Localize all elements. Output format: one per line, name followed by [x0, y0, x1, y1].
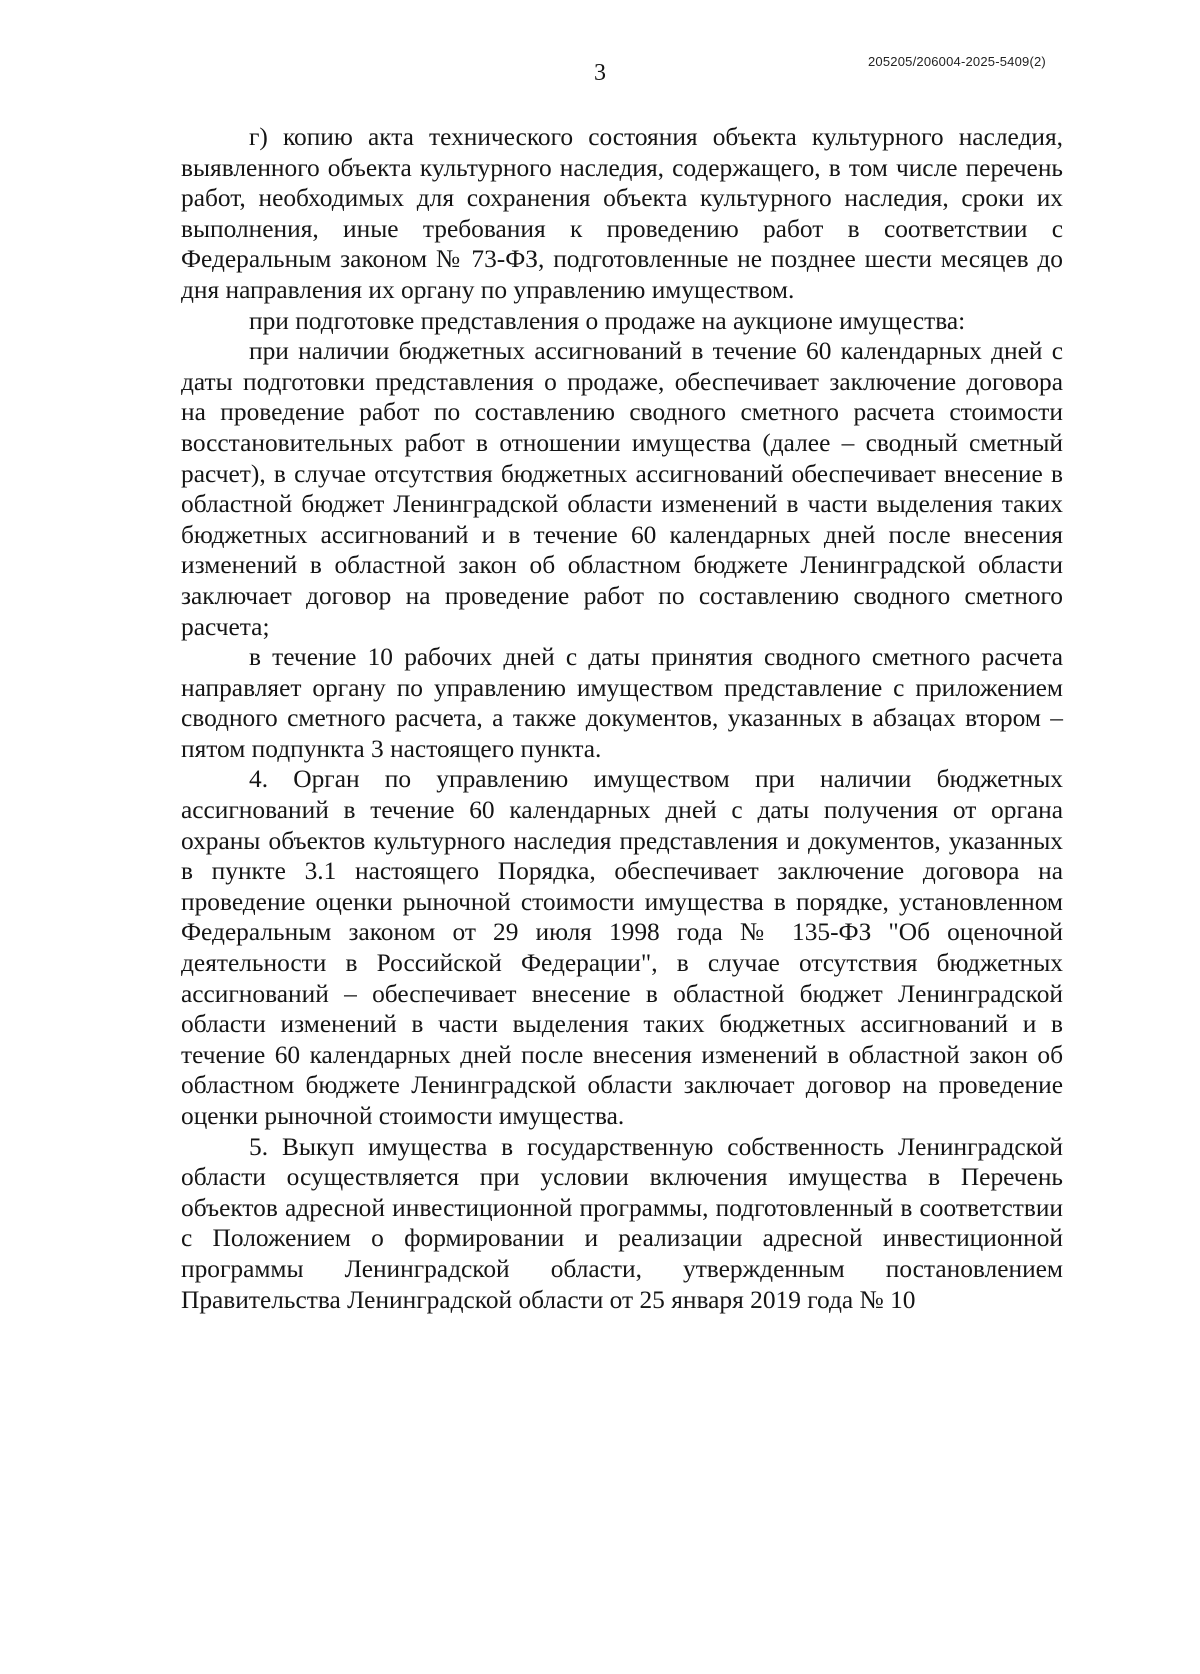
paragraph-budget-allocations: при наличии бюджетных ассигнований в течение 60 календарных дней с даты подготовки представления о продаже, обеспечивает заключение договора на проведение работ по составлению сводного сметного расчета стоимости восстановительных работ в отношении имущества (далее – сводный сметный расчет), в случае отсутствия бюджетных ассигнований обеспечивает внесение в областной бюджет Ленинградской области изменений в части выделения таких бюджетных ассигнований и в течение 60 календарных дней после внесения изменений в областной закон об областном бюджете Ленинградской области заключает договор на проведение работ по составлению сводного сметного расчета;	[181, 337, 1063, 641]
document-registration-number: 205205/206004-2025-5409(2)	[868, 54, 1046, 69]
paragraph-ten-working-days: в течение 10 рабочих дней с даты принятия сводного сметного расчета направляет органу по управлению имуществом представление с приложением сводного сметного расчета, а также документов, указанных в абзацах втором – пятом подпункта 3 настоящего пункта.	[181, 643, 1063, 763]
paragraph-auction-sale-preparation: при подготовке представления о продаже на аукционе имущества:	[249, 306, 966, 335]
paragraph-item-5: 5. Выкуп имущества в государственную собственность Ленинградской области осуществляется при условии включения имущества в Перечень объектов адресной инвестиционной программы, подготовленный в соответствии с Положением о формировании и реализации адресной инвестиционной программы Ленинградской области, утвержденным постановлением Правительства Ленинградской области от 25 января 2019 года № 10	[181, 1132, 1063, 1314]
page-number: 3	[594, 60, 606, 86]
paragraph-item-4: 4. Орган по управлению имуществом при наличии бюджетных ассигнований в течение 60 календарных дней с даты получения от органа охраны объектов культурного наследия представления и документов, указанных в пункте 3.1 настоящего Порядка, обеспечивает заключение договора на проведение оценки рыночной стоимости имущества в порядке, установленном Федеральным законом от 29 июля 1998 года № 135-ФЗ "Об оценочной деятельности в Российской Федерации", в случае отсутствия бюджетных ассигнований – обеспечивает внесение в областной бюджет Ленинградской области изменений в части выделения таких бюджетных ассигнований и в течение 60 календарных дней после внесения изменений в областной закон об областном бюджете Ленинградской области заключает договор на проведение оценки рыночной стоимости имущества.	[181, 765, 1063, 1130]
paragraph-copy-of-act: г) копию акта технического состояния объекта культурного наследия, выявленного объекта культурного наследия, содержащего, в том числе перечень работ, необходимых для сохранения объекта культурного наследия, сроки их выполнения, иные требования к проведению работ в соответствии с Федеральным законом № 73-ФЗ, подготовленные не позднее шести месяцев до дня направления их органу по управлению имуществом.	[181, 123, 1063, 304]
document-body	[181, 122, 1063, 1315]
